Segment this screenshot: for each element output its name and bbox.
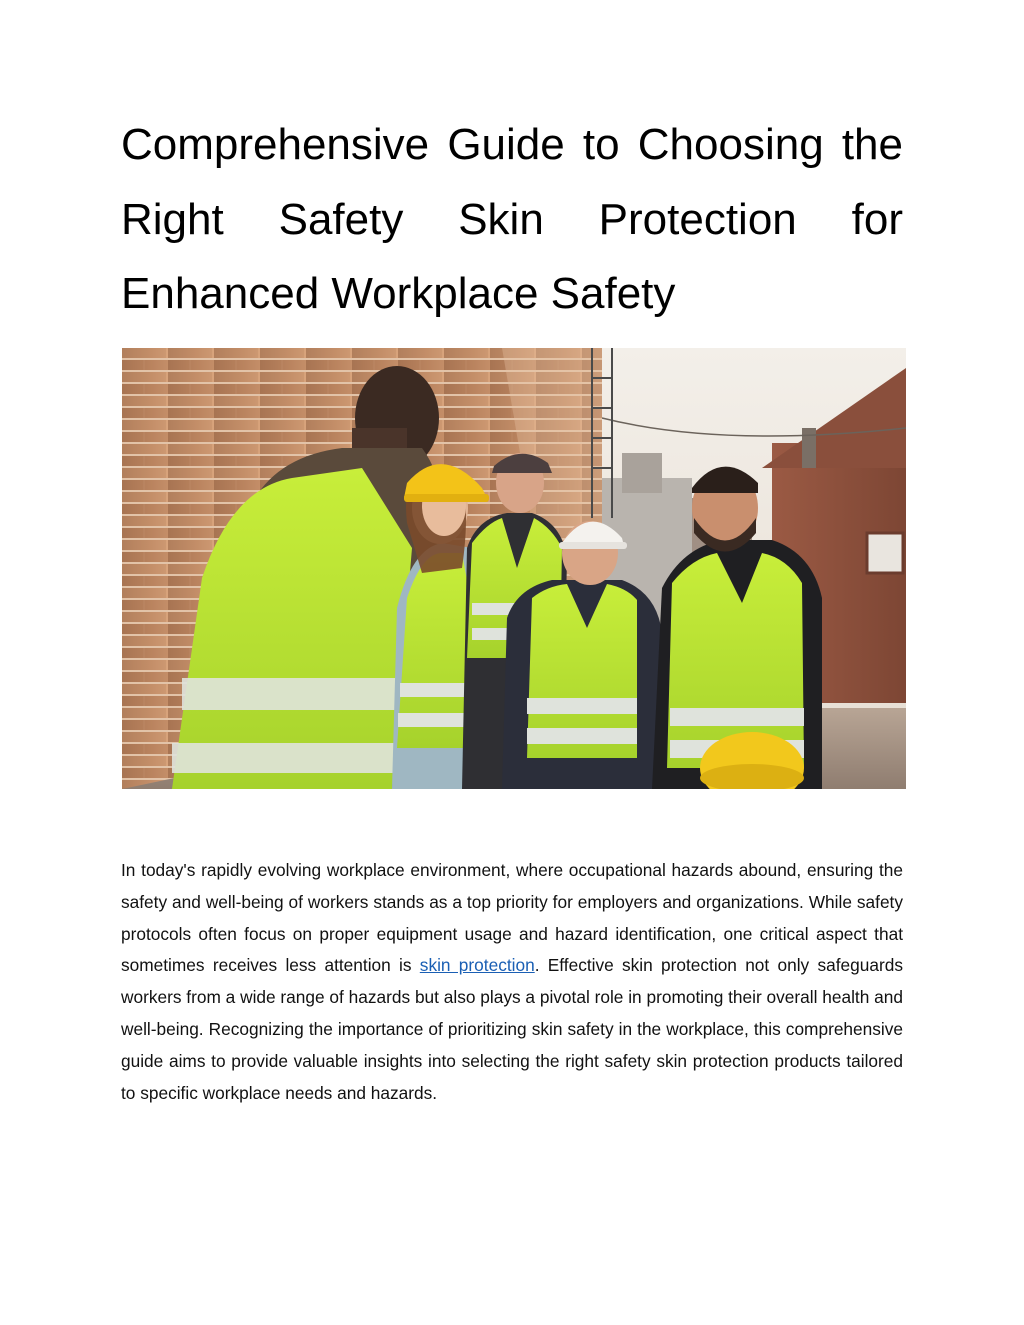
skin-protection-link[interactable]: skin protection bbox=[419, 955, 535, 976]
paragraph-text-after-link: . Effective skin protection not only safeguards workers from a wide range of hazards but also plays a pivotal role in promoting their overall health and well-being. Recognizing the importance of prioritizing skin safety in the workplace, this comprehensive guide aims to provide valuable insights into selecting the right safety skin protection products tailored to specific workplace needs and hazards. bbox=[121, 955, 903, 1103]
paragraph-text-before-link: In today's rapidly evolving workplace environment, where occupational hazards abound, ensuring the safety and well-being of workers stands as a top priority for employers and organizations. While safety protocols often focus on proper equipment usage and hazard identification, one critical aspect that sometimes receives less attention is bbox=[121, 860, 903, 976]
document-title: Comprehensive Guide to Choosing the Right Safety Skin Protection for Enhanced Workplace Safety bbox=[121, 120, 903, 318]
intro-paragraph bbox=[121, 855, 903, 1109]
workers-photo bbox=[122, 348, 906, 789]
